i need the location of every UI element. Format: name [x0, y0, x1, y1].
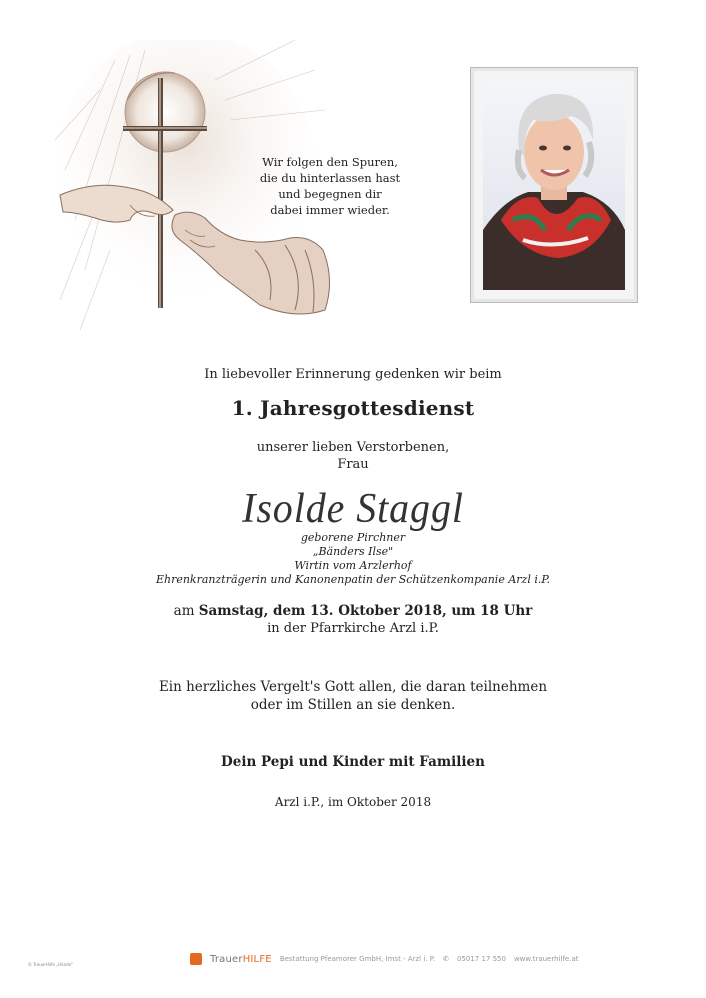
verse-line: Wir folgen den Spuren, — [262, 155, 398, 169]
trauerhilfe-logo-icon — [190, 953, 202, 965]
thanks-line-2: oder im Stillen an sie denken. — [250, 697, 456, 713]
footer — [190, 951, 578, 967]
logo-part1: Trauer — [210, 953, 243, 965]
service-date — [0, 603, 706, 619]
family-signature: Dein Pepi und Kinder mit Familien — [221, 754, 485, 770]
logo-part2: HILFE — [242, 953, 272, 965]
logo-text — [210, 954, 272, 965]
place-date: Arzl i.P., im Oktober 2018 — [274, 795, 432, 809]
subtitle-line-1: unserer lieben Verstorbenen, — [256, 440, 450, 455]
verse-line: die du hinterlassen hast — [259, 171, 401, 185]
page-title: 1. Jahresgottesdienst — [231, 396, 475, 420]
portrait-icon — [483, 80, 625, 290]
date-prefix: am — [173, 603, 199, 619]
phone-icon: ✆ — [443, 955, 449, 963]
image-credit: © TrauerHilfe „Hände" — [28, 962, 73, 967]
deceased-name: Isolde Staggl — [242, 486, 464, 532]
nickname: „Bänders Ilse" — [312, 545, 394, 558]
company-name: Bestattung Pfeamorer GmbH, Imst - Arzl i. P. — [279, 955, 436, 963]
website-link[interactable]: www.trauerhilfe.at — [513, 955, 579, 963]
verse-line: dabei immer wieder. — [270, 203, 390, 217]
date-bold: Samstag, dem 13. Oktober 2018, um 18 Uhr — [198, 603, 533, 619]
service-place: in der Pfarrkirche Arzl i.P. — [267, 621, 439, 636]
subtitle-line-2: Frau — [337, 457, 369, 472]
verse-line: und begegnen dir — [278, 187, 382, 201]
thanks-line-1: Ein herzliches Vergelt's Gott allen, die daran teilnehmen — [158, 679, 548, 695]
occupation: Wirtin vom Arzlerhof — [294, 559, 412, 572]
honors: Ehrenkranzträgerin und Kanonenpatin der Schützenkompanie Arzl i.P. — [155, 573, 551, 586]
maiden-name: geborene Pirchner — [300, 531, 406, 544]
phone-number: 05017 17 550 — [456, 955, 506, 963]
intro-text: In liebevoller Erinnerung gedenken wir beim — [204, 367, 502, 382]
verse — [220, 154, 440, 218]
portrait-photo — [483, 80, 625, 290]
portrait-frame — [470, 67, 638, 303]
